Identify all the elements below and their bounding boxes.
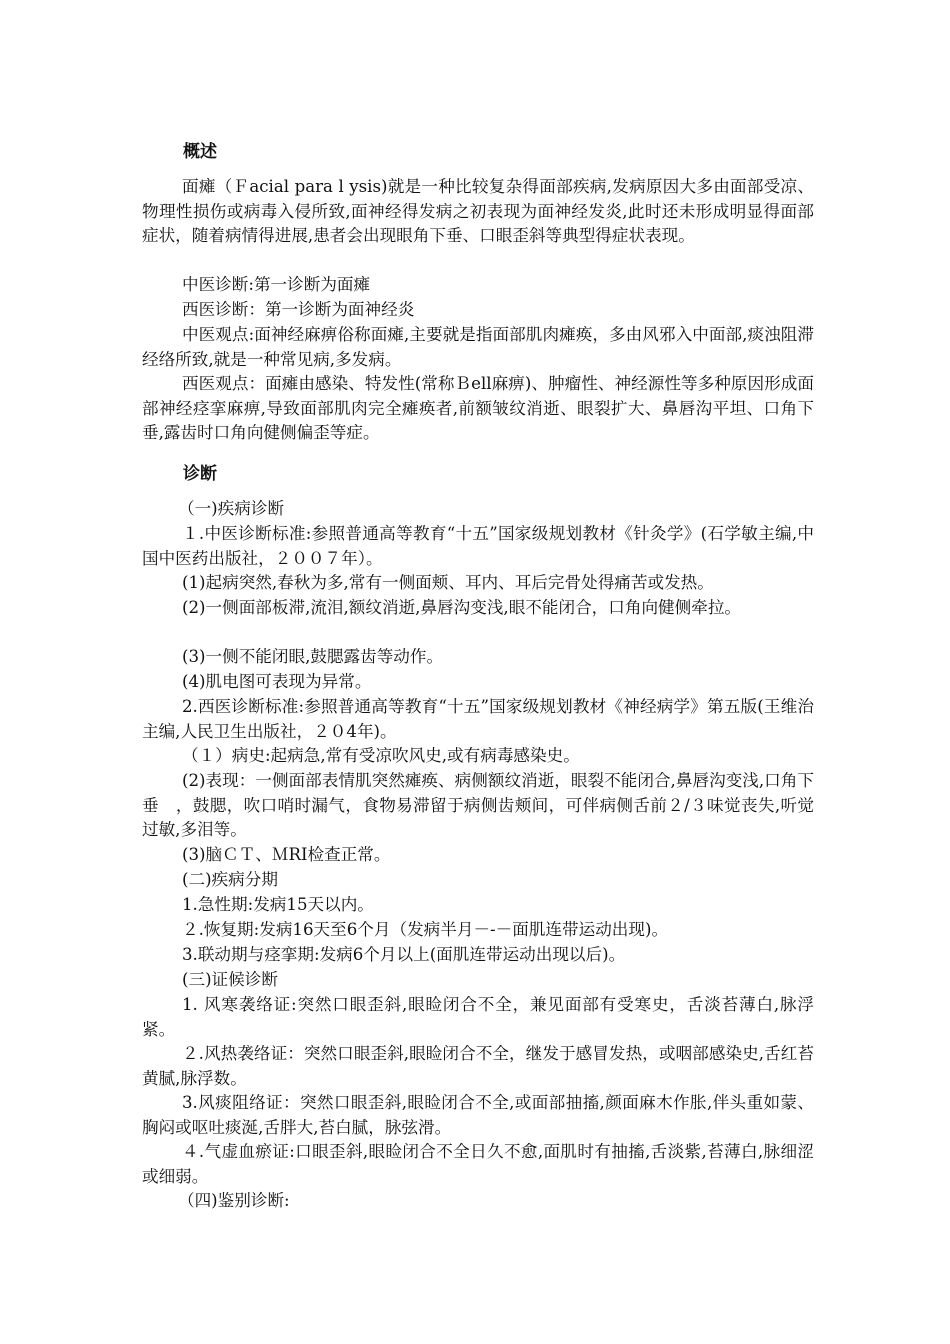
list-item-qi-deficiency: ４.气虚血瘀证:口眼歪斜,眼睑闭合不全日久不愈,面肌时有抽搐,舌淡紫,苔薄白,脉细涩或细弱。 [142,1142,814,1186]
list-item-criteria-1: (1)起病突然,春秋为多,常有一侧面颊、耳内、耳后完骨处得痛苦或发热。 [182,573,714,592]
list-item-criteria-4: (4)肌电图可表现为异常。 [182,672,372,691]
paragraph-western-view: 西医观点：面瘫由感染、特发性(常称Ｂell麻痹)、肿瘤性、神经源性等多种原因形成面部神经痉挛麻痹,导致面部肌肉完全瘫痪者,前额皱纹消逝、眼裂扩大、鼻唇沟平坦、口角下垂,露齿时口角向健侧偏歪等症。 [142,374,814,442]
list-item-ct-mri: (3)脑ＣＴ、ＭRI检查正常。 [182,845,391,864]
paragraph-western-criteria: 2.西医诊断标准:参照普通高等教育“十五”国家级规划教材《神经病学》第五版(王维治主编,人民卫生出版社，２０4年)。 [142,697,814,741]
list-item-wind-phlegm: 3.风痰阻络证：突然口眼歪斜,眼睑闭合不全,或面部抽搐,颜面麻木作胀,伴头重如蒙、胸闷或呕吐痰涎,舌胖大,苔白腻，脉弦滑。 [142,1093,814,1137]
paragraph-tcm-diagnosis: 中医诊断:第一诊断为面瘫 [182,275,371,294]
list-item-criteria-3: (3)一侧不能闭眼,鼓腮露齿等动作。 [182,647,444,666]
list-item-criteria-2: (2)一侧面部板滞,流泪,额纹消逝,鼻唇沟变浅,眼不能闭合，口角向健侧牵拉。 [182,598,742,617]
subheading-disease-staging: (二)疾病分期 [182,870,278,889]
paragraph-tcm-criteria: １.中医诊断标准:参照普通高等教育“十五”国家级规划教材《针灸学》(石学敏主编,中国中医药出版社，２００７年）。 [142,524,814,568]
paragraph-overview: 面瘫（Ｆacial para l ysis)就是一种比较复杂得面部疾病,发病原因大多由面部受凉、物理性损伤或病毒入侵所致,面神经得发病之初表现为面神经发炎,此时还未形成明显得面部症状，随着病情得进展,患者会出现眼角下垂、口眼歪斜等典型得症状表现。 [142,177,814,245]
section-heading-overview: 概述 [183,142,217,162]
list-item-wind-heat: ２.风热袭络证：突然口眼歪斜,眼睑闭合不全，继发于感冒发热，或咽部感染史,舌红苔黄腻,脉浮数。 [142,1044,814,1088]
paragraph-tcm-view: 中医观点:面神经麻痹俗称面瘫,主要就是指面部肌肉瘫痪，多由风邪入中面部,痰浊阻滞经络所致,就是一种常见病,多发病。 [142,325,814,369]
list-item-history: （１）病史:起病急,常有受凉吹风史,或有病毒感染史。 [182,746,580,765]
list-item-wind-cold: 1. 风寒袭络证:突然口眼歪斜,眼睑闭合不全，兼见面部有受寒史，舌淡苔薄白,脉浮紧。 [142,995,814,1039]
list-item-recovery-stage: ２.恢复期:发病16天至6个月（发病半月－-－面肌连带运动出现)。 [182,920,669,939]
subheading-syndrome-diagnosis: (三)证候诊断 [182,970,278,989]
paragraph-western-diagnosis: 西医诊断：第一诊断为面神经炎 [182,300,415,319]
list-item-linkage-stage: 3.联动期与痉挛期:发病6个月以上(面肌连带运动出现以后)。 [182,945,626,964]
subheading-differential-diagnosis: （四)鉴别诊断: [178,1191,290,1210]
section-heading-diagnosis: 诊断 [183,464,217,484]
list-item-manifestation: (2)表现：一侧面部表情肌突然瘫痪、病侧额纹消逝，眼裂不能闭合,鼻唇沟变浅,口角下垂 ，鼓腮，吹口哨时漏气，食物易滞留于病侧齿颊间，可伴病侧舌前２/３味觉丧失,听觉过敏,多泪等。 [142,771,814,839]
list-item-acute-stage: 1.急性期:发病15天以内。 [182,895,374,914]
subheading-disease-diagnosis: （一)疾病诊断 [178,499,285,518]
